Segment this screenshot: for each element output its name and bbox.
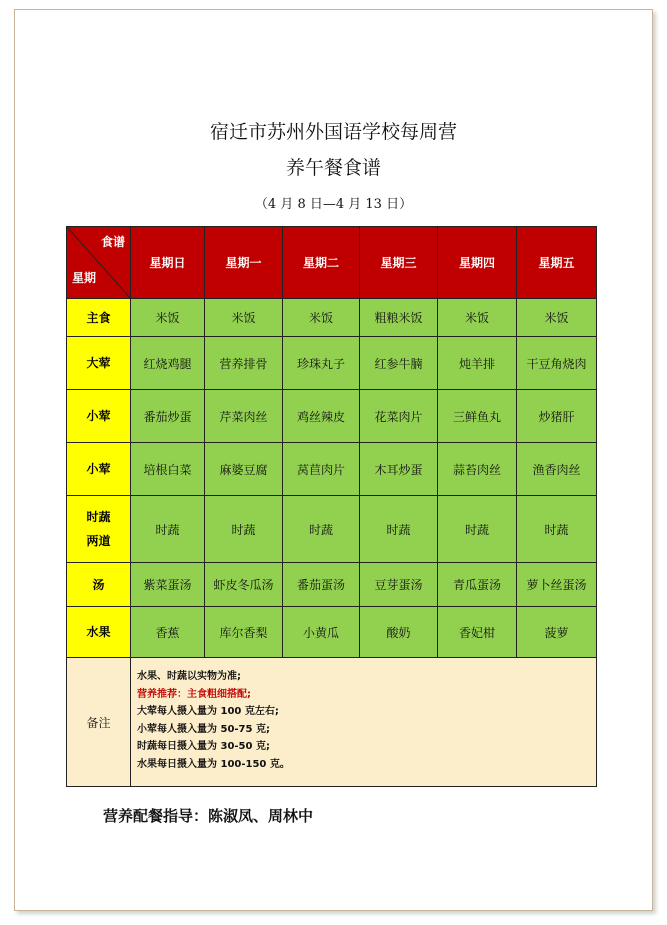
row-label <box>67 496 131 563</box>
menu-cell: 时蔬 <box>438 496 517 563</box>
row-label: 大荤 <box>67 337 131 390</box>
menu-cell: 三鲜鱼丸 <box>438 390 517 443</box>
row-label: 小荤 <box>67 390 131 443</box>
menu-cell: 蒜苔肉丝 <box>438 443 517 496</box>
corner-label-weekday: 星期 <box>72 271 97 285</box>
note-line: 小荤每人摄入量为 50-75 克; <box>137 723 270 735</box>
note-line: 大荤每人摄入量为 100 克左右; <box>137 706 279 717</box>
menu-cell: 紫菜蛋汤 <box>131 563 205 607</box>
menu-cell: 青瓜蛋汤 <box>438 563 517 607</box>
title-line-1: 宿迁市苏州外国语学校每周营 <box>209 121 457 143</box>
menu-cell: 红烧鸡腿 <box>131 337 205 390</box>
menu-cell: 米饭 <box>131 299 205 337</box>
menu-cell: 时蔬 <box>205 496 283 563</box>
row-label-line: 两道 <box>86 534 111 548</box>
menu-cell: 米饭 <box>283 299 360 337</box>
day-header: 星期三 <box>360 227 438 299</box>
title-line-2: 养午餐食谱 <box>285 157 381 179</box>
menu-cell: 番茄炒蛋 <box>131 390 205 443</box>
table-row <box>67 337 597 390</box>
menu-cell: 虾皮冬瓜汤 <box>205 563 283 607</box>
menu-cell: 营养排骨 <box>205 337 283 390</box>
menu-cell: 麻婆豆腐 <box>205 443 283 496</box>
row-label-line: 时蔬 <box>86 510 111 524</box>
menu-cell: 渔香肉丝 <box>517 443 597 496</box>
table-row <box>67 390 597 443</box>
table-row <box>67 496 597 563</box>
menu-cell: 莴苣肉片 <box>283 443 360 496</box>
row-label: 汤 <box>67 563 131 607</box>
row-label: 小荤 <box>67 443 131 496</box>
day-header: 星期五 <box>517 227 597 299</box>
menu-cell: 番茄蛋汤 <box>283 563 360 607</box>
menu-cell: 豆芽蛋汤 <box>360 563 438 607</box>
menu-cell: 炖羊排 <box>438 337 517 390</box>
menu-cell: 时蔬 <box>360 496 438 563</box>
menu-cell: 鸡丝辣皮 <box>283 390 360 443</box>
menu-cell: 红参牛腩 <box>360 337 438 390</box>
day-header: 星期日 <box>131 227 205 299</box>
menu-cell: 花菜肉片 <box>360 390 438 443</box>
menu-cell: 米饭 <box>205 299 283 337</box>
menu-cell: 小黄瓜 <box>283 607 360 658</box>
table-row <box>67 443 597 496</box>
menu-cell: 酸奶 <box>360 607 438 658</box>
menu-cell: 时蔬 <box>283 496 360 563</box>
menu-cell: 炒猪肝 <box>517 390 597 443</box>
note-line: 水果、时蔬以实物为准; <box>137 671 241 682</box>
menu-cell: 香蕉 <box>131 607 205 658</box>
notes-cell <box>131 658 597 787</box>
note-line: 时蔬每日摄入量为 30-50 克; <box>137 741 270 752</box>
table-row <box>67 299 597 337</box>
menu-cell: 时蔬 <box>131 496 205 563</box>
menu-cell: 木耳炒蛋 <box>360 443 438 496</box>
menu-cell: 干豆角烧肉 <box>517 337 597 390</box>
day-header: 星期二 <box>283 227 360 299</box>
menu-cell: 芹菜肉丝 <box>205 390 283 443</box>
day-header: 星期四 <box>438 227 517 299</box>
menu-cell: 时蔬 <box>517 496 597 563</box>
menu-cell: 库尔香梨 <box>205 607 283 658</box>
note-line: 水果每日摄入量为 100-150 克。 <box>137 758 290 770</box>
menu-cell: 培根白菜 <box>131 443 205 496</box>
row-label: 水果 <box>67 607 131 658</box>
menu-table <box>66 226 597 787</box>
document-page <box>14 9 653 911</box>
date-range: （4 月 8 日—4 月 13 日） <box>254 197 413 212</box>
day-header: 星期一 <box>205 227 283 299</box>
menu-cell: 萝卜丝蛋汤 <box>517 563 597 607</box>
menu-cell: 菠萝 <box>517 607 597 658</box>
nutrition-guidance: 营养配餐指导：陈淑凤、周林中 <box>103 807 314 825</box>
menu-cell: 米饭 <box>517 299 597 337</box>
notes-row <box>67 658 597 787</box>
corner-label-menu: 食谱 <box>100 235 125 249</box>
menu-cell: 米饭 <box>438 299 517 337</box>
note-line-highlight: 营养推荐：主食粗细搭配; <box>137 688 251 700</box>
corner-cell <box>67 227 131 299</box>
menu-cell: 香妃柑 <box>438 607 517 658</box>
menu-cell: 珍珠丸子 <box>283 337 360 390</box>
notes-label: 备注 <box>67 658 131 787</box>
menu-cell: 粗粮米饭 <box>360 299 438 337</box>
row-label: 主食 <box>67 299 131 337</box>
table-row <box>67 607 597 658</box>
table-row <box>67 563 597 607</box>
